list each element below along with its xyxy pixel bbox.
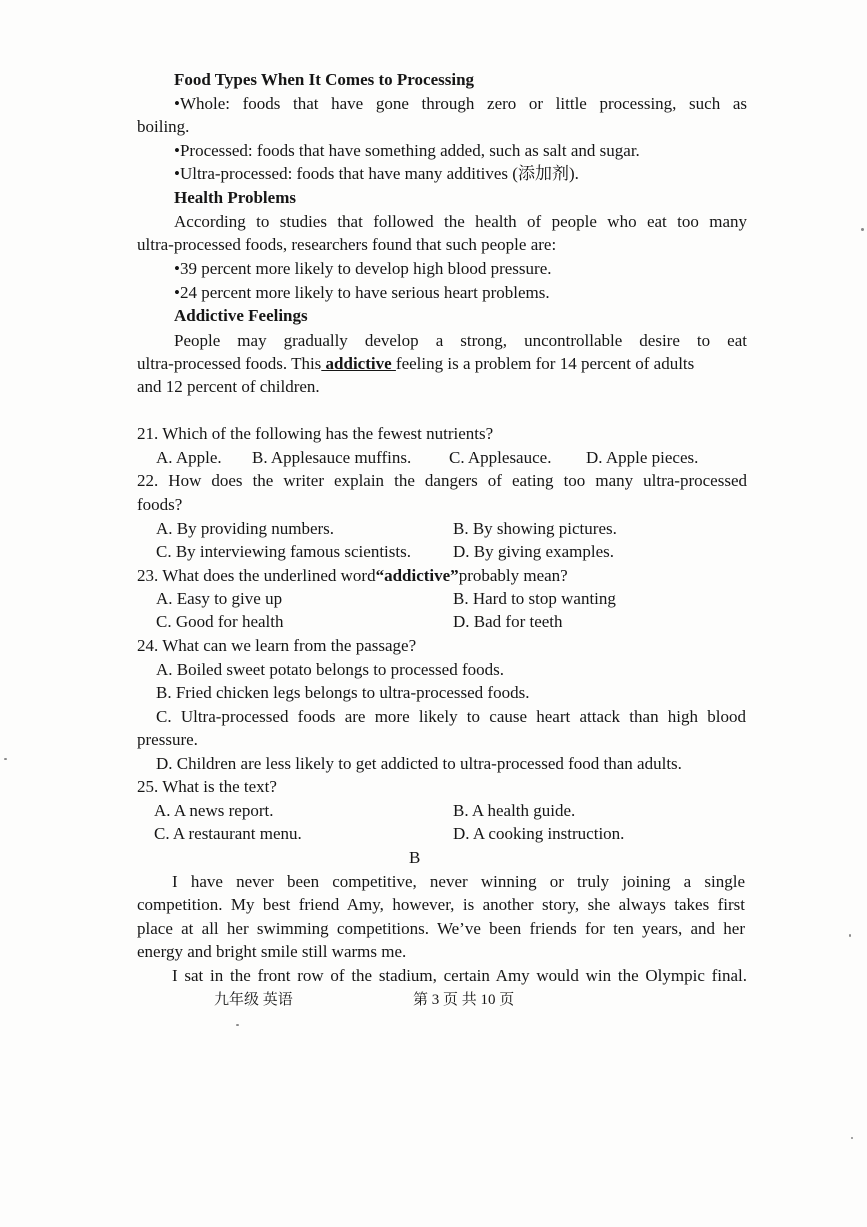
q23-option-d: D. Bad for teeth [453, 612, 563, 631]
q22-option-d: D. By giving examples. [453, 542, 615, 561]
scan-speck [851, 1137, 853, 1139]
q24-option-c-line2: pressure. [137, 730, 198, 749]
q23-option-c: C. Good for health [156, 612, 284, 631]
footer-grade-subject: 九年级 英语 [214, 992, 293, 1008]
addict-line1: People may gradually develop a strong, uncontrollable desire to eat [174, 331, 747, 350]
question-23 [137, 565, 568, 587]
q23-option-b: B. Hard to stop wanting [453, 589, 616, 608]
q24-option-c-line1: C. Ultra-processed foods are more likely to cause heart attack than high blood [156, 707, 746, 726]
addict-line2 [137, 353, 694, 375]
q24-option-b: B. Fried chicken legs belongs to ultra-processed foods. [156, 683, 530, 702]
q21-option-a: A. Apple. [156, 448, 222, 467]
question-24: 24. What can we learn from the passage? [137, 636, 417, 655]
heading-addictive-feelings: Addictive Feelings [174, 306, 308, 325]
ultra-processed-line: •Ultra-processed: foods that have many additives (添加剂). [174, 164, 579, 183]
q21-option-d: D. Apple pieces. [586, 448, 699, 467]
section-b-label: B [409, 848, 421, 867]
q22-option-a: A. By providing numbers. [156, 519, 335, 538]
question-25: 25. What is the text? [137, 777, 277, 796]
q25-option-c: C. A restaurant menu. [154, 824, 302, 843]
question-21: 21. Which of the following has the fewest nutrients? [137, 424, 494, 443]
q23-pre: 23. What does the underlined word [137, 566, 376, 585]
section-b-p1-line4: energy and bright smile still warms me. [137, 942, 407, 961]
q22-option-c: C. By interviewing famous scientists. [156, 542, 411, 561]
section-b-p1-line1: I have never been competitive, never winning or truly joining a single [172, 872, 745, 891]
q24-option-d: D. Children are less likely to get addicted to ultra-processed food than adults. [156, 754, 682, 773]
section-b-p1-line3: place at all her swimming competitions. We’ve been friends for ten years, and her [137, 919, 745, 938]
underlined-word-addictive: addictive [321, 354, 396, 373]
addict-line2-post: feeling is a problem for 14 percent of adults [395, 354, 695, 373]
q23-option-a: A. Easy to give up [156, 589, 283, 608]
q21-option-c: C. Applesauce. [449, 448, 552, 467]
stat-heart-problems: •24 percent more likely to have serious heart problems. [174, 283, 550, 302]
processed-line: •Processed: foods that have something added, such as salt and sugar. [174, 141, 640, 160]
whole-line2: boiling. [137, 117, 190, 136]
heading-health-problems: Health Problems [174, 188, 296, 207]
question-22-line2: foods? [137, 495, 183, 514]
addict-line2-pre: ultra-processed foods. This [137, 354, 322, 373]
q23-word: “addictive” [375, 566, 459, 585]
q23-post: probably mean? [458, 566, 568, 585]
q25-option-d: D. A cooking instruction. [453, 824, 625, 843]
health-line2: ultra-processed foods, researchers found that such people are: [137, 235, 557, 254]
footer-page-info: 第 3 页 共 10 页 [413, 992, 515, 1008]
q25-option-a: A. A news report. [154, 801, 274, 820]
whole-line1: •Whole: foods that have gone through zero or little processing, such as [174, 94, 747, 113]
scan-speck [4, 758, 7, 760]
q25-option-b: B. A health guide. [453, 801, 576, 820]
q21-option-b: B. Applesauce muffins. [252, 448, 412, 467]
scan-speck [236, 1024, 239, 1026]
section-b-p2-line1: I sat in the front row of the stadium, certain Amy would win the Olympic final. [172, 966, 747, 985]
scan-speck [849, 934, 851, 937]
q24-option-a: A. Boiled sweet potato belongs to processed foods. [156, 660, 504, 679]
addict-line3: and 12 percent of children. [137, 377, 320, 396]
health-line1: According to studies that followed the health of people who eat too many [174, 212, 747, 231]
scan-speck [861, 228, 864, 231]
q22-option-b: B. By showing pictures. [453, 519, 617, 538]
question-22-line1: 22. How does the writer explain the dangers of eating too many ultra-processed [137, 471, 747, 490]
section-b-p1-line2: competition. My best friend Amy, however, is another story, she always takes first [137, 895, 745, 914]
heading-food-types: Food Types When It Comes to Processing [174, 70, 475, 89]
stat-high-blood-pressure: •39 percent more likely to develop high blood pressure. [174, 259, 552, 278]
